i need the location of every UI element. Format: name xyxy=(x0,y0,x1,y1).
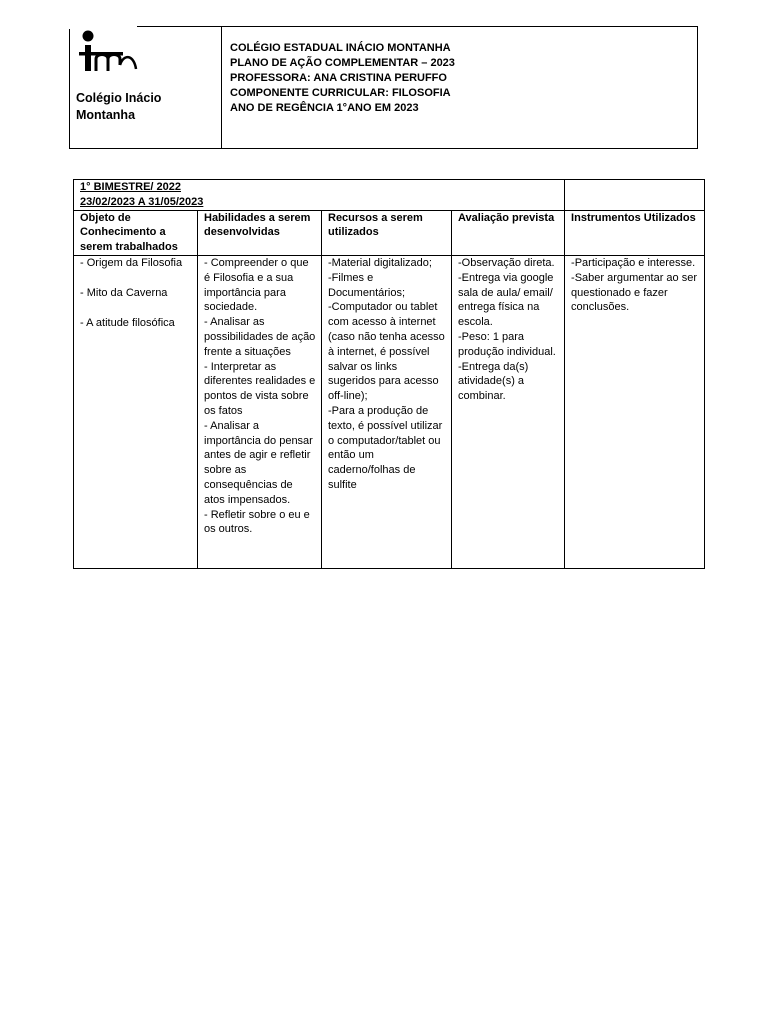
instrumentos-cell xyxy=(565,255,705,568)
col-header-recursos: Recursos a serem utilizados xyxy=(322,210,452,255)
habilidades-text: - Compreender o que é Filosofia e a sua importância para sociedade. - Analisar as possibilidades de ação frente a situações - Interpretar as diferentes realidades e pontos de vista sobre os fatos - Analisar a importância do pensar antes de agir e refletir sobre as consequências de atos impensados. - Refletir sobre o eu e os outros. xyxy=(204,256,316,536)
period-empty-cell xyxy=(565,180,705,211)
col-header-instrumentos: Instrumentos Utilizados xyxy=(565,210,705,255)
header-line-teacher: PROFESSORA: ANA CRISTINA PERUFFO xyxy=(230,72,447,84)
column-header-row xyxy=(74,210,705,255)
avaliacao-text: -Observação direta. -Entrega via google sala de aula/ email/ entrega física na escola. -Peso: 1 para produção individual. -Entrega da(s) atividade(s) a combinar. xyxy=(458,256,556,403)
col-header-avaliacao: Avaliação prevista xyxy=(452,210,565,255)
recursos-cell xyxy=(322,255,452,568)
period-dates: 23/02/2023 A 31/05/2023 xyxy=(80,195,204,208)
header-line-plan: PLANO DE AÇÃO COMPLEMENTAR – 2023 xyxy=(230,57,455,69)
col-header-habilidades: Habilidades a serem desenvolvidas xyxy=(198,210,322,255)
im-logo-icon xyxy=(76,29,138,79)
objetos-cell xyxy=(74,255,198,568)
instrumentos-text: -Participação e interesse. -Saber argumentar ao ser questionado e fazer conclusões. xyxy=(571,256,697,314)
objeto-item: - A atitude filosófica xyxy=(80,316,175,329)
period-bimester: 1° BIMESTRE/ 2022 xyxy=(80,181,181,193)
plan-table xyxy=(73,179,705,569)
col-header-objeto: Objeto de Conhecimento a serem trabalhados xyxy=(74,210,198,255)
header-info xyxy=(222,27,455,148)
period-row xyxy=(74,180,705,211)
period-cell xyxy=(74,180,565,211)
objeto-item: - Origem da Filosofia xyxy=(80,256,183,269)
habilidades-cell xyxy=(198,255,322,568)
header-line-year: ANO DE REGÊNCIA 1°ANO EM 2023 xyxy=(230,102,419,114)
logo-cell xyxy=(70,27,222,148)
header-line-subject: COMPONENTE CURRICULAR: FILOSOFIA xyxy=(230,87,451,99)
objeto-item: - Mito da Caverna xyxy=(80,286,168,299)
header-box xyxy=(69,26,698,149)
avaliacao-cell xyxy=(452,255,565,568)
content-row xyxy=(74,255,705,568)
recursos-text: -Material digitalizado; -Filmes e Documentários; -Computador ou tablet com acesso à internet (caso não tenha acesso à internet, é possível salvar os links sugeridos para acesso off-line); -Para a produção de texto, é possível utilizar o computador/tablet ou então um caderno/folhas de sulfite xyxy=(328,256,445,491)
header-line-school: COLÉGIO ESTADUAL INÁCIO MONTANHA xyxy=(230,42,451,54)
school-name: Colégio Inácio Montanha xyxy=(76,91,162,122)
